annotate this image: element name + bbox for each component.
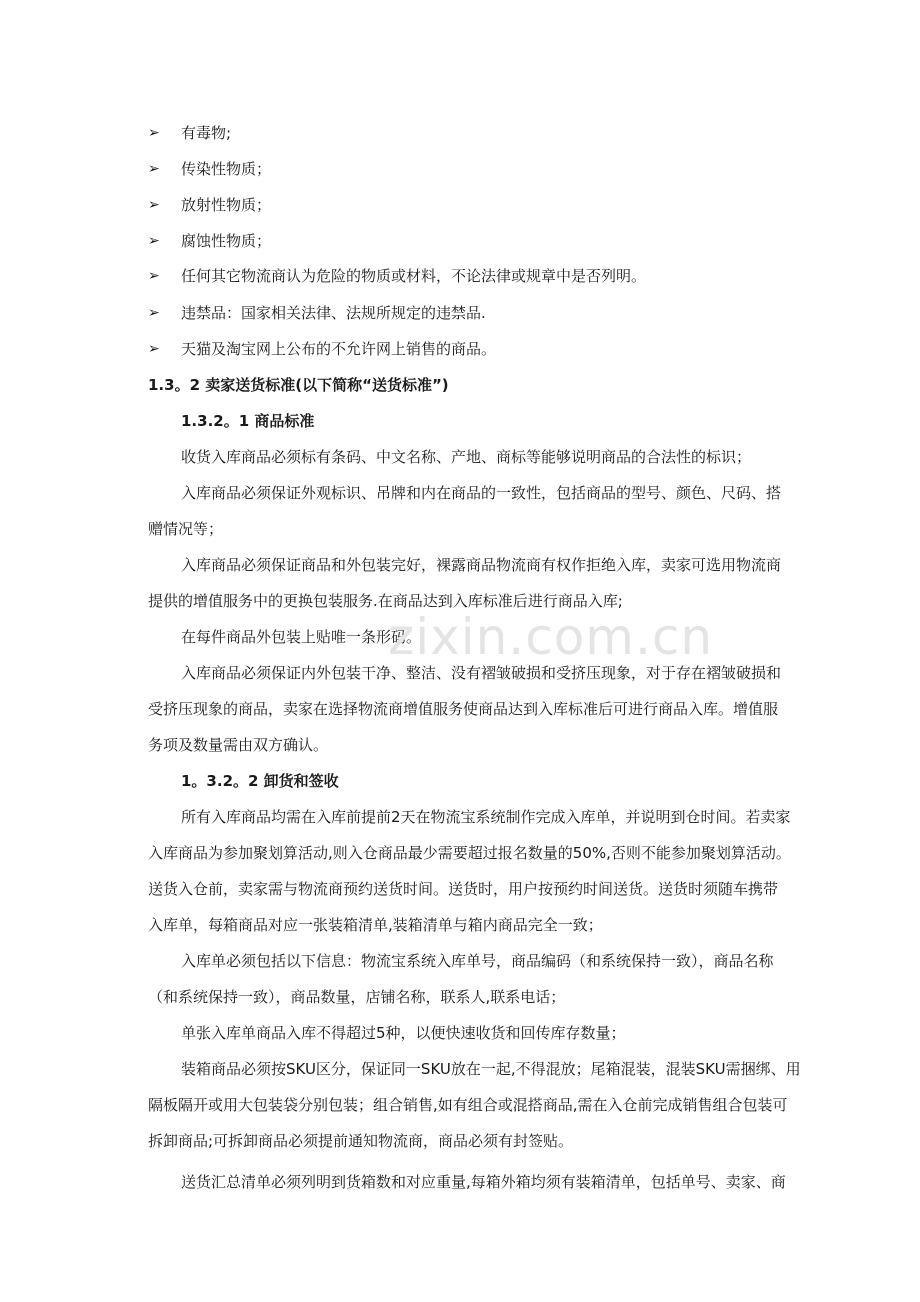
watermark: zixin.com.cn [388,608,714,666]
list-item-text: 天猫及淘宝网上公布的不允许网上销售的商品。 [181,340,497,358]
list-item-text: 放射性物质； [181,196,272,214]
paragraph-line: 提供的增值服务中的更换包装服务.在商品达到入库标准后进行商品入库; [148,592,623,610]
list-item-text: 传染性物质； [181,160,272,178]
paragraph-line: 入库单必须包括以下信息：物流宝系统入库单号，商品编码（和系统保持一致），商品名称 [181,952,774,970]
paragraph-line: 单张入库单商品入库不得超过5种，以便快速收货和回传库存数量； [181,1024,626,1042]
paragraph-line: 入库单，每箱商品对应一张装箱清单,装箱清单与箱内商品完全一致； [148,916,603,934]
paragraph-line: 赠情况等； [148,520,224,538]
paragraph-line: 在每件商品外包装上贴唯一条形码。 [181,628,422,646]
paragraph-line: 所有入库商品均需在入库前提前2天在物流宝系统制作完成入库单，并说明到仓时间。若卖家 [181,808,791,826]
arrow-bullet-icon: ➢ [148,268,160,284]
arrow-bullet-icon: ➢ [148,305,160,321]
paragraph-line: 受挤压现象的商品，卖家在选择物流商增值服务使商品达到入库标准后可进行商品入库。增值服 [148,700,779,718]
list-item-text: 有毒物; [181,124,232,142]
paragraph-line: 拆卸商品;可拆卸商品必须提前通知物流商，商品必须有封签贴。 [148,1132,574,1150]
paragraph-line: 入库商品必须保证内外包装干净、整洁、没有褶皱破损和受挤压现象，对于存在褶皱破损和 [181,664,782,682]
subsection-heading: 1。3.2。2 卸货和签收 [181,772,339,790]
paragraph-line: 装箱商品必须按SKU区分，保证同一SKU放在一起,不得混放；尾箱混装，混装SKU需捆绑、用 [181,1060,801,1078]
paragraph-line: 务项及数量需由双方确认。 [148,736,329,754]
list-item-text: 任何其它物流商认为危险的物质或材料，不论法律或规章中是否列明。 [181,267,647,285]
arrow-bullet-icon: ➢ [148,125,160,141]
paragraph-line: 入库商品必须保证商品和外包装完好，裸露商品物流商有权作拒绝入库，卖家可选用物流商 [181,556,782,574]
section-heading: 1.3。2 卖家送货标准(以下简称“送货标准”) [148,376,449,394]
list-item-text: 腐蚀性物质； [181,232,272,250]
paragraph-line: 收货入库商品必须标有条码、中文名称、产地、商标等能够说明商品的合法性的标识； [181,448,752,466]
paragraph-line: 隔板隔开或用大包装袋分别包装；组合销售,如有组合或混搭商品,需在入仓前完成销售组合包装可 [148,1096,788,1114]
arrow-bullet-icon: ➢ [148,341,160,357]
paragraph-line: 送货入仓前，卖家需与物流商预约送货时间。送货时，用户按预约时间送货。送货时须随车携带 [148,880,779,898]
arrow-bullet-icon: ➢ [148,197,160,213]
paragraph-line: （和系统保持一致），商品数量，店铺名称，联系人,联系电话； [148,988,566,1006]
list-item-text: 违禁品：国家相关法律、法规所规定的违禁品. [181,304,486,322]
paragraph-line: 送货汇总清单必须列明到货箱数和对应重量,每箱外箱均须有装箱清单，包括单号、卖家、商 [181,1173,786,1191]
arrow-bullet-icon: ➢ [148,161,160,177]
paragraph-line: 入库商品必须保证外观标识、吊牌和内在商品的一致性，包括商品的型号、颜色、尺码、搭 [181,484,782,502]
paragraph-line: 入库商品为参加聚划算活动,则入仓商品最少需要超过报名数量的50%,否则不能参加聚划算活动。 [148,844,791,862]
arrow-bullet-icon: ➢ [148,233,160,249]
subsection-heading: 1.3.2。1 商品标准 [181,412,315,430]
